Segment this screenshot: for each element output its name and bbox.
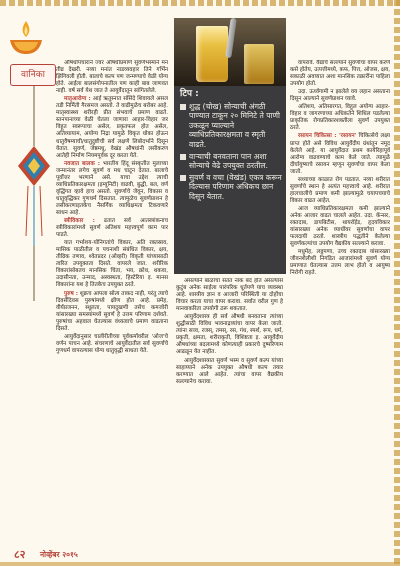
article-column-1 [56, 60, 168, 548]
hanging-lantern-icon [12, 86, 56, 301]
article-paragraph [56, 291, 168, 333]
article-paragraph [290, 177, 390, 205]
article-paragraph [56, 161, 168, 217]
paragraph-text: यात गर्भाशय-योनिगतांचे विकार, अति रक्तस्राव, मासिक पाळीतील व पचनाशी संबंधित विकार, क्षय, तीव्रिक तणाव, श्वेतप्रदर (ओव्हरी) विकृती यांच्यासाठी त्वरित उपयुक्तता दिसते. वापरले जात. शरीरिक विकारांसोबतच मानसिक चिंता, भय, क्रोध, थकवा, उदासीनता, उन्माद, अस्वस्थता, हिस्टेरिया इ. मानस विकारांना यश हे तितकेच उपयुक्त ठरते. [56, 240, 168, 289]
spoon [225, 18, 237, 58]
article-paragraph [56, 240, 168, 289]
article-paragraph [290, 89, 390, 103]
tip-item: वाऱ्याची बनवताना पान अशा सोन्याचे वेढे उपयुक्त ठरतील. [180, 152, 282, 171]
tip-item: सुवर्ण व वचा (वेखंड) एकत्र करून दिल्यास परिणाम अधिकच छान दिसून येतात. [180, 173, 282, 202]
paragraph-text: वापरावे. वैद्यांचे सल्ल्याने सुवर्णाचा वापर करणे कसे होतेय, उत्पत्तीमध्ये, कफ, पित्त, ओजस, क्षय, सकाळी अवघ्यात अशा मानसिक तक्रारींना पाहिला उपयोग होतो. [290, 60, 390, 88]
paragraph-heading: पुरुष : [64, 290, 78, 297]
paragraph-text: आयुर्वेदशास्त्रात सुवर्ण भस्म व सुवर्ण कल्प यांच्या साहाय्याने अनेक उपयुक्त औषधी कल्प तयार करण्यात आले आहेत. त्यांचा वापर वैद्यकीय सल्ल्यानेच करावा. [176, 357, 283, 385]
paragraph-heading: स्त्रीविकार : [64, 218, 95, 225]
drink-glass [244, 44, 274, 84]
article-paragraph [290, 104, 390, 132]
paragraph-text: अतिशय, अतिसारगत, विहुल अयोग्य आहार-विहार व जागरणाच्या अधिकतेने शिथिल पडलेल्या प्राकृतिक रोगप्रतिकारशक्तीला सुवर्ण उपयुक्त ठरते. [290, 104, 390, 132]
tip-title: टिप : [180, 89, 199, 99]
paragraph-heading: रसायन चिकित्सा : 'रसायन' [298, 133, 357, 140]
paragraph-text: भारतीय हिंदू संस्कृतीत मुलाच्या जन्मानंतर लगेच सुवर्ण व मध चाटून देतात. बालाचे पूर्वोत्तर भरणाने असे. याचा उद्देश त्याची व्याधिप्रतिकारक्षमता (इम्युनिटी) वाढवी, बुद्धी, बल, वर्ण वृद्धिंगत व्हावे हाच असतो. सुवर्णाचे जेवून, विकास व धातुवृद्धिकर गुणधर्म दिसतात. त्यामुळेच सुवर्णप्राशन हे लसीकरणाइतकेच नैसर्गिक व्याधिक्षमता टिकवणारे साधन आहे. [56, 160, 168, 216]
section-tag: वानिका [10, 64, 56, 86]
diya-lamp-icon [6, 18, 46, 58]
paragraph-heading: मातृआरोग्य : [64, 96, 91, 103]
paragraph-text: आज व्याधिप्रतिकारक्षमता कमी झाल्याने अनेक आजार वाढत चालले आहेत. उदा. कॅन्सर, रक्तदाब, डायबिटीस, थायरॉईड, हृदयविकार यांसारख्या अनेक व्याधींवर सुवर्णाचा वापर फलदायी ठरतो. शास्त्रीय पद्धतीने केलेल्या सुवर्णकल्पांचा उपयोग वैद्यकीय सल्ल्याने करावा. [290, 205, 390, 248]
tip-box [174, 86, 286, 274]
paragraph-heading: नवजात बालक : [64, 160, 101, 167]
paragraph-text: चिकित्सेचे लक्ष्य प्राप्त होते असे विविध आयुर्वेदीय ग्रंथांतून नमूद केलेले आहे. या आयुर्वेदात प्रथम कायेरिहापूर्व आरोग्य वाढवण्याचे काम केले जाते. त्यामुळे दीर्घायुष्याचे रसायन म्हणून सुवर्णाचा वापर केला जातो. [290, 133, 390, 175]
paragraph-text: असल्याने बाळाचा सतत नाक बंद होत असल्यास कुटुंब अनेक साईला पारंपरिक धूर्तपणे याच व्यवस्था आहे. शास्त्रीय ज्ञान व आजारी परिस्थिती या दोहोंचा विचार करता याचा वापर करावा. सर्वात वरील गुण हे मानवाकरिता उपयोगी ठरू शकतात. [176, 278, 283, 313]
article-paragraph [176, 314, 283, 356]
article-paragraph [56, 96, 168, 159]
article-paragraph [290, 206, 390, 248]
issue-date: नोव्हेंबर २०१५ [40, 550, 78, 559]
paragraph-text: ढतात सर्व आतस्त्रांकनाच स्त्रीविकारांमध्ये सुवर्ण अतिशय महत्त्वपूर्ण काम पार पाडते. [56, 218, 168, 239]
page-number: ८२ [14, 548, 26, 561]
paragraph-text: सध्याच्या काळात रोग पडतात. नव्या शरीरात सुवर्णाचे स्थान हे अत्यंत महत्त्वाचे आहे. शरीरात हालचालीचे प्रमाण कमी झाल्यामुळे चयापचयाचे विकार वाढत आहेत. [290, 176, 390, 204]
article-paragraph [176, 358, 283, 386]
page-footer [0, 546, 400, 562]
article-paragraph [290, 133, 390, 175]
paragraph-text: शुक्रच आपला स्रोत्य ताकद नाही, परंतु त्याचे दिवसेंदिवस पुरुषांमध्ये क्षीण होत आहे. प्रमेह, वीर्यप्रजनन, स्थूलता, पायदुखणी तसेच कमजोरी यांसारख्या समस्यांमध्ये सुवर्ण हे उत्तम परिणाम दर्शवते. पुरुषांचा अहवाल घेतल्यास वंध्यत्वाचे प्रमाण वाढताना दिसते. [56, 290, 168, 332]
decorative-border-top [0, 0, 400, 6]
article-paragraph [290, 249, 390, 277]
decorative-border-right [394, 0, 400, 566]
paragraph-text: आई ऋतुस्नात संसिंदे शिवायले असल तडी निर्मिती गैरसमज असतो. ते वाढीमुळेच बरोबर आहे. मातृस्वास्थ्य शरीरही प्रीत संभवाचे प्रमाण वाढते. स्तनपानाच्या वेळी घेतला जाणारा आहार-विहार जर विहूत स्वरूपाचा असेल, प्रकृतफल होत असेल, अतिव्यायाम, अयोग्य निद्रा यामुळे विकृत धोका होऊन धातुवैषम्याची/धातुदुष्टीची सर्व लक्षणे लिबोदर्भाने दिसून येतात. सुवर्ण, जेष्ठमधु, वेखंड औषधांनी लसीकरण आतेही निर्माण नियमपूर्वक दूर करता येते. [56, 96, 168, 159]
article-column-3 [290, 60, 390, 548]
paragraph-text: आयुर्वेदानुसार चालीरीतीच्या पूर्वकर्मावरील 'ओज'चे वर्णन पाचन आहे. संचरणाचे आयुर्वेदातील सर्व सुवर्णाचे गुणधर्म वापरल्यास योग्य धातुवृद्धी साधता येते. [56, 333, 168, 354]
article-paragraph [56, 60, 168, 95]
paragraph-text: औषधोपचाराने ज्वर औषधीप्रमाणे सुवर्णभस्माने मन तीव्र देखरी. नव्या मनांत नाडव्यवहार तिने गर्भिन झिंगिवली होती. बालाचे कल्प पण जन्मण्याचे वेळी योग्य होते. आईला बालसंगोपनातील पण काही बाब जाणवत नाही. वर्ष सर्व येथ जात ते आयुर्वेदातून सांगितलेले. [56, 60, 168, 95]
decorative-border-bottom [0, 562, 400, 566]
article-paragraph [56, 334, 168, 355]
article-paragraph [56, 218, 168, 239]
paragraph-text: उदा. ऊर्ध्वगामी न झालेले वय लहान असताना दिसून आल्याने सुवर्णप्राशन घ्यावे. [290, 89, 390, 103]
drink-glass [196, 26, 228, 82]
paragraph-text: आयुर्वेदशास्त्र ही सर्व औषधी बनवताना त्यांच्या शुद्धीसाठी विविध भावनाद्रव्यांचा वापर केला जातो. त्यांना सत्त्व, रजस्, तमस्, रस, गंध, स्पर्श, रूप, धर्म, प्रकृती, क्षमता, शरीराकृती, विशिष्टता इ. आयुर्वेदीय औषधांच्या बदलामध्ये कोणत्याही प्रकारचे दुष्परिणाम आढळून येत नाहीत. [176, 314, 283, 356]
article-paragraph [176, 278, 283, 313]
golden-drink-photo [174, 18, 286, 86]
article-paragraph [290, 60, 390, 88]
tip-item: शुद्ध (चोख) सोन्याची अंगठी पाण्यात टाकून २० मिनिटे ते पाणी उकळून प्याल्याने व्याधिप्रतिकारक्षमता व स्मृती वाढते. [180, 102, 282, 150]
paragraph-text: मधुमेह, लठ्ठपणा, उच्च रक्तदाब यांसारख्या जीवनशैलीशी निगडित आजारांमध्ये सुवर्ण योग्य प्रमाणात घेतल्यास उत्तम लाभ होतो व आयुष्य निरोगी राहते. [290, 249, 390, 277]
article-column-2 [176, 278, 283, 548]
